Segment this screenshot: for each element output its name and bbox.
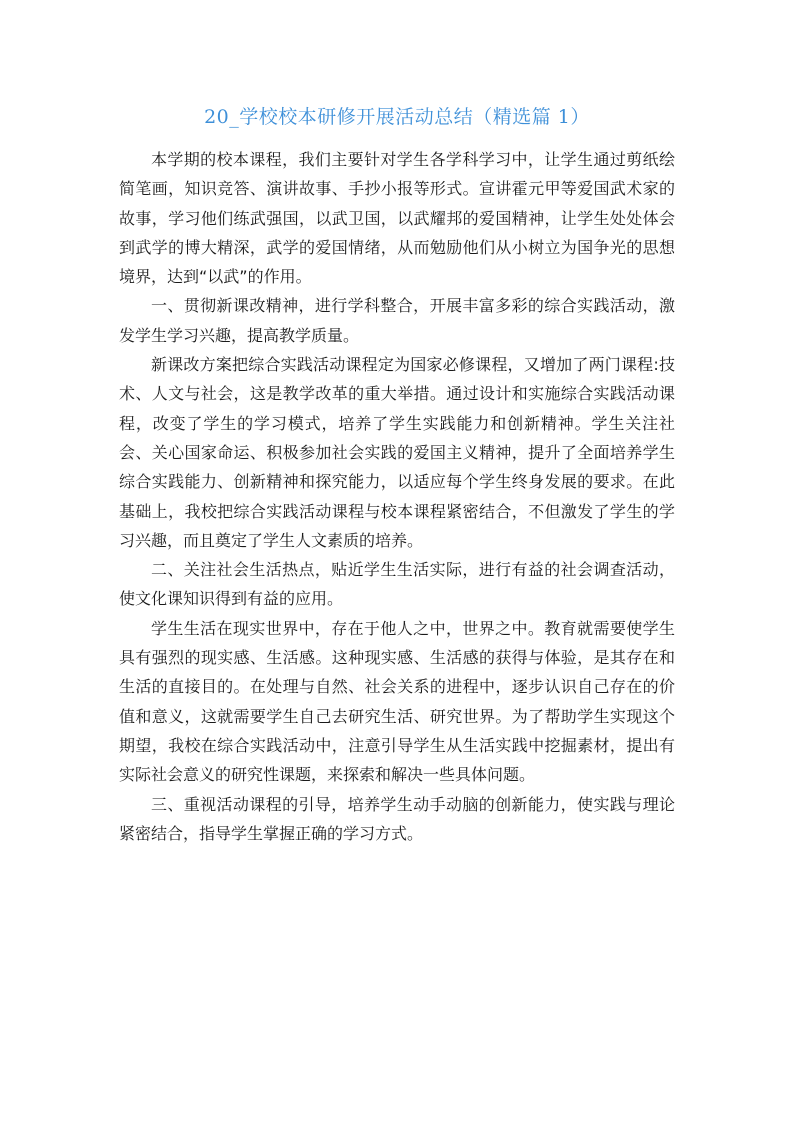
document-title: 20_学校校本研修开展活动总结（精选篇 1） (204, 106, 590, 128)
document-body (119, 145, 675, 848)
paragraph-heading-3: 三、重视活动课程的引导，培养学生动手动脑的创新能力，使实践与理论紧密结合，指导学生掌握正确的学习方式。 (119, 794, 675, 843)
paragraph-heading-1: 一、贯彻新课改精神，进行学科整合，开展丰富多彩的综合实践活动，激发学生学习兴趣，提高教学质量。 (119, 296, 675, 345)
paragraph-body-2: 学生生活在现实世界中，存在于他人之中，世界之中。教育就需要使学生具有强烈的现实感、生活感。这种现实感、生活感的获得与体验，是其存在和生活的直接目的。在处理与自然、社会关系的进程中，逐步认识自己存在的价值和意义，这就需要学生自己去研究生活、研究世界。为了帮助学生实现这个期望，我校在综合实践活动中，注意引导学生从生活实践中挖掘素材，提出有实际社会意义的研究性课题，来探索和解决一些具体问题。 (119, 618, 675, 785)
paragraph-heading-2: 二、关注社会生活热点，贴近学生生活实际，进行有益的社会调查活动，使文化课知识得到有益的应用。 (119, 560, 675, 609)
paragraph-intro: 本学期的校本课程，我们主要针对学生各学科学习中，让学生通过剪纸绘简笔画，知识竞答、演讲故事、手抄小报等形式。宣讲霍元甲等爱国武术家的故事，学习他们练武强国，以武卫国，以武耀邦的爱国精神，让学生处处体会到武学的博大精深，武学的爱国情绪，从而勉励他们从小树立为国争光的思想境界，达到“以武”的作用。 (119, 150, 675, 287)
paragraph-body-1: 新课改方案把综合实践活动课程定为国家必修课程，又增加了两门课程:技术、人文与社会，这是教学改革的重大举措。通过设计和实施综合实践活动课程，改变了学生的学习模式，培养了学生实践能力和创新精神。学生关注社会、关心国家命运、积极参加社会实践的爱国主义精神，提升了全面培养学生综合实践能力、创新精神和探究能力，以适应每个学生终身发展的要求。在此基础上，我校把综合实践活动课程与校本课程紧密结合，不但激发了学生的学习兴趣，而且奠定了学生人文素质的培养。 (119, 355, 675, 550)
